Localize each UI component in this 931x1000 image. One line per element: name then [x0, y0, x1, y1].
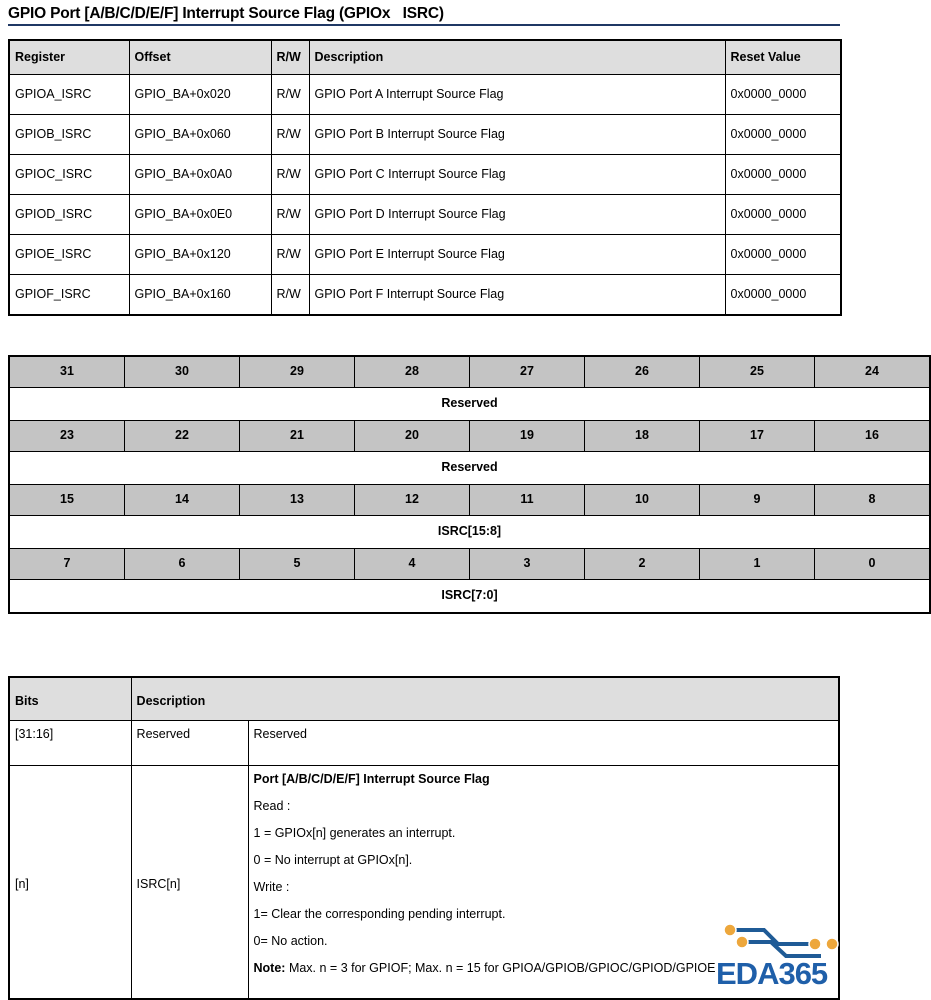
- bit-field-name: Reserved: [9, 452, 930, 485]
- bit-cell-23: 23: [9, 421, 125, 452]
- bit-cell-4: 4: [355, 549, 470, 580]
- description-line-write-zero: 0= No action.: [253, 934, 328, 948]
- bit-cell-8: 8: [815, 485, 931, 516]
- bit-cell-22: 22: [125, 421, 240, 452]
- bit-cell-12: 12: [355, 485, 470, 516]
- bit-cell-13: 13: [240, 485, 355, 516]
- table-row: [9, 766, 839, 1000]
- description-lines: [254, 772, 833, 976]
- bit-field-name-row: [9, 388, 930, 421]
- bit-cell-29: 29: [240, 356, 355, 388]
- register-rw: R/W: [271, 155, 309, 195]
- bit-number-row: [9, 549, 930, 580]
- bit-field-layout-table: [8, 355, 931, 614]
- description-line-read-zero: 0 = No interrupt at GPIOx[n].: [253, 853, 413, 867]
- table-row: [9, 195, 841, 235]
- bits-field-name: Reserved: [131, 721, 248, 766]
- bits-range: [31:16]: [9, 721, 131, 766]
- register-offset: GPIO_BA+0x0A0: [129, 155, 271, 195]
- bit-field-name: Reserved: [9, 388, 930, 421]
- register-offset: GPIO_BA+0x120: [129, 235, 271, 275]
- register-name: GPIOC_ISRC: [9, 155, 129, 195]
- description-line-read-label: Read :: [253, 799, 291, 813]
- bits-field-description: Reserved: [248, 721, 839, 766]
- bit-cell-9: 9: [700, 485, 815, 516]
- col-header-description: Description: [309, 40, 725, 75]
- bit-cell-3: 3: [470, 549, 585, 580]
- bit-cell-15: 15: [9, 485, 125, 516]
- bit-cell-18: 18: [585, 421, 700, 452]
- col-header-description: Description: [131, 677, 839, 721]
- register-description: GPIO Port C Interrupt Source Flag: [309, 155, 725, 195]
- register-rw: R/W: [271, 235, 309, 275]
- bit-field-name-row: [9, 580, 930, 614]
- col-header-register: Register: [9, 40, 129, 75]
- bit-cell-7: 7: [9, 549, 125, 580]
- register-name: GPIOA_ISRC: [9, 75, 129, 115]
- bit-cell-5: 5: [240, 549, 355, 580]
- bit-cell-27: 27: [470, 356, 585, 388]
- register-name: GPIOE_ISRC: [9, 235, 129, 275]
- register-reset-value: 0x0000_0000: [725, 275, 841, 316]
- bits-description-table: [8, 676, 840, 1000]
- title-underline-rule: [8, 24, 840, 26]
- table-row: [9, 155, 841, 195]
- description-line-write-one: 1= Clear the corresponding pending interrupt.: [253, 907, 506, 921]
- col-header-rw: R/W: [271, 40, 309, 75]
- bit-cell-17: 17: [700, 421, 815, 452]
- note-text: Max. n = 3 for GPIOF; Max. n = 15 for GPIOA/GPIOB/GPIOC/GPIOD/GPIOE: [285, 961, 716, 975]
- table-row: [9, 235, 841, 275]
- register-reset-value: 0x0000_0000: [725, 75, 841, 115]
- bit-cell-31: 31: [9, 356, 125, 388]
- bit-cell-20: 20: [355, 421, 470, 452]
- bit-cell-30: 30: [125, 356, 240, 388]
- register-summary-table: [8, 39, 842, 316]
- register-name: GPIOB_ISRC: [9, 115, 129, 155]
- bit-cell-24: 24: [815, 356, 931, 388]
- register-reset-value: 0x0000_0000: [725, 155, 841, 195]
- bits-table-header-row: [9, 677, 839, 721]
- register-rw: R/W: [271, 75, 309, 115]
- note-label: Note:: [253, 961, 286, 975]
- register-rw: R/W: [271, 275, 309, 316]
- bit-cell-6: 6: [125, 549, 240, 580]
- bit-field-name: ISRC[15:8]: [9, 516, 930, 549]
- bit-field-name: ISRC[7:0]: [9, 580, 930, 614]
- register-description: GPIO Port E Interrupt Source Flag: [309, 235, 725, 275]
- register-offset: GPIO_BA+0x0E0: [129, 195, 271, 235]
- register-name: GPIOD_ISRC: [9, 195, 129, 235]
- register-offset: GPIO_BA+0x160: [129, 275, 271, 316]
- bit-cell-19: 19: [470, 421, 585, 452]
- bit-cell-28: 28: [355, 356, 470, 388]
- bit-cell-0: 0: [815, 549, 931, 580]
- table-row: [9, 115, 841, 155]
- register-rw: R/W: [271, 115, 309, 155]
- description-note: [254, 961, 833, 976]
- bit-cell-2: 2: [585, 549, 700, 580]
- bit-cell-11: 11: [470, 485, 585, 516]
- register-rw: R/W: [271, 195, 309, 235]
- bit-number-row: [9, 485, 930, 516]
- col-header-bits: Bits: [9, 677, 131, 721]
- table-row: [9, 721, 839, 766]
- bit-number-row: [9, 421, 930, 452]
- register-description: GPIO Port A Interrupt Source Flag: [309, 75, 725, 115]
- bit-number-row: [9, 356, 930, 388]
- description-heading: Port [A/B/C/D/E/F] Interrupt Source Flag: [253, 772, 490, 786]
- register-description: GPIO Port F Interrupt Source Flag: [309, 275, 725, 316]
- page-title-text: GPIO Port [A/B/C/D/E/F] Interrupt Source Flag (GPIOx ISRC): [8, 5, 444, 22]
- register-reset-value: 0x0000_0000: [725, 195, 841, 235]
- register-table-header-row: [9, 40, 841, 75]
- page-title: [8, 4, 840, 26]
- bits-field-name: ISRC[n]: [131, 766, 248, 1000]
- bits-field-description: [248, 766, 839, 1000]
- bit-cell-26: 26: [585, 356, 700, 388]
- bit-field-name-row: [9, 516, 930, 549]
- bit-cell-16: 16: [815, 421, 931, 452]
- bit-cell-1: 1: [700, 549, 815, 580]
- register-description: GPIO Port B Interrupt Source Flag: [309, 115, 725, 155]
- register-description: GPIO Port D Interrupt Source Flag: [309, 195, 725, 235]
- register-reset-value: 0x0000_0000: [725, 115, 841, 155]
- watermark-text: EDA365: [716, 956, 828, 991]
- col-header-reset-value: Reset Value: [725, 40, 841, 75]
- description-line-read-one: 1 = GPIOx[n] generates an interrupt.: [253, 826, 456, 840]
- description-line-write-label: Write :: [253, 880, 290, 894]
- bit-cell-21: 21: [240, 421, 355, 452]
- bit-cell-10: 10: [585, 485, 700, 516]
- bit-cell-25: 25: [700, 356, 815, 388]
- table-row: [9, 275, 841, 316]
- bit-field-name-row: [9, 452, 930, 485]
- register-reset-value: 0x0000_0000: [725, 235, 841, 275]
- bits-range: [n]: [9, 766, 131, 1000]
- register-offset: GPIO_BA+0x060: [129, 115, 271, 155]
- register-offset: GPIO_BA+0x020: [129, 75, 271, 115]
- register-name: GPIOF_ISRC: [9, 275, 129, 316]
- bit-cell-14: 14: [125, 485, 240, 516]
- table-row: [9, 75, 841, 115]
- col-header-offset: Offset: [129, 40, 271, 75]
